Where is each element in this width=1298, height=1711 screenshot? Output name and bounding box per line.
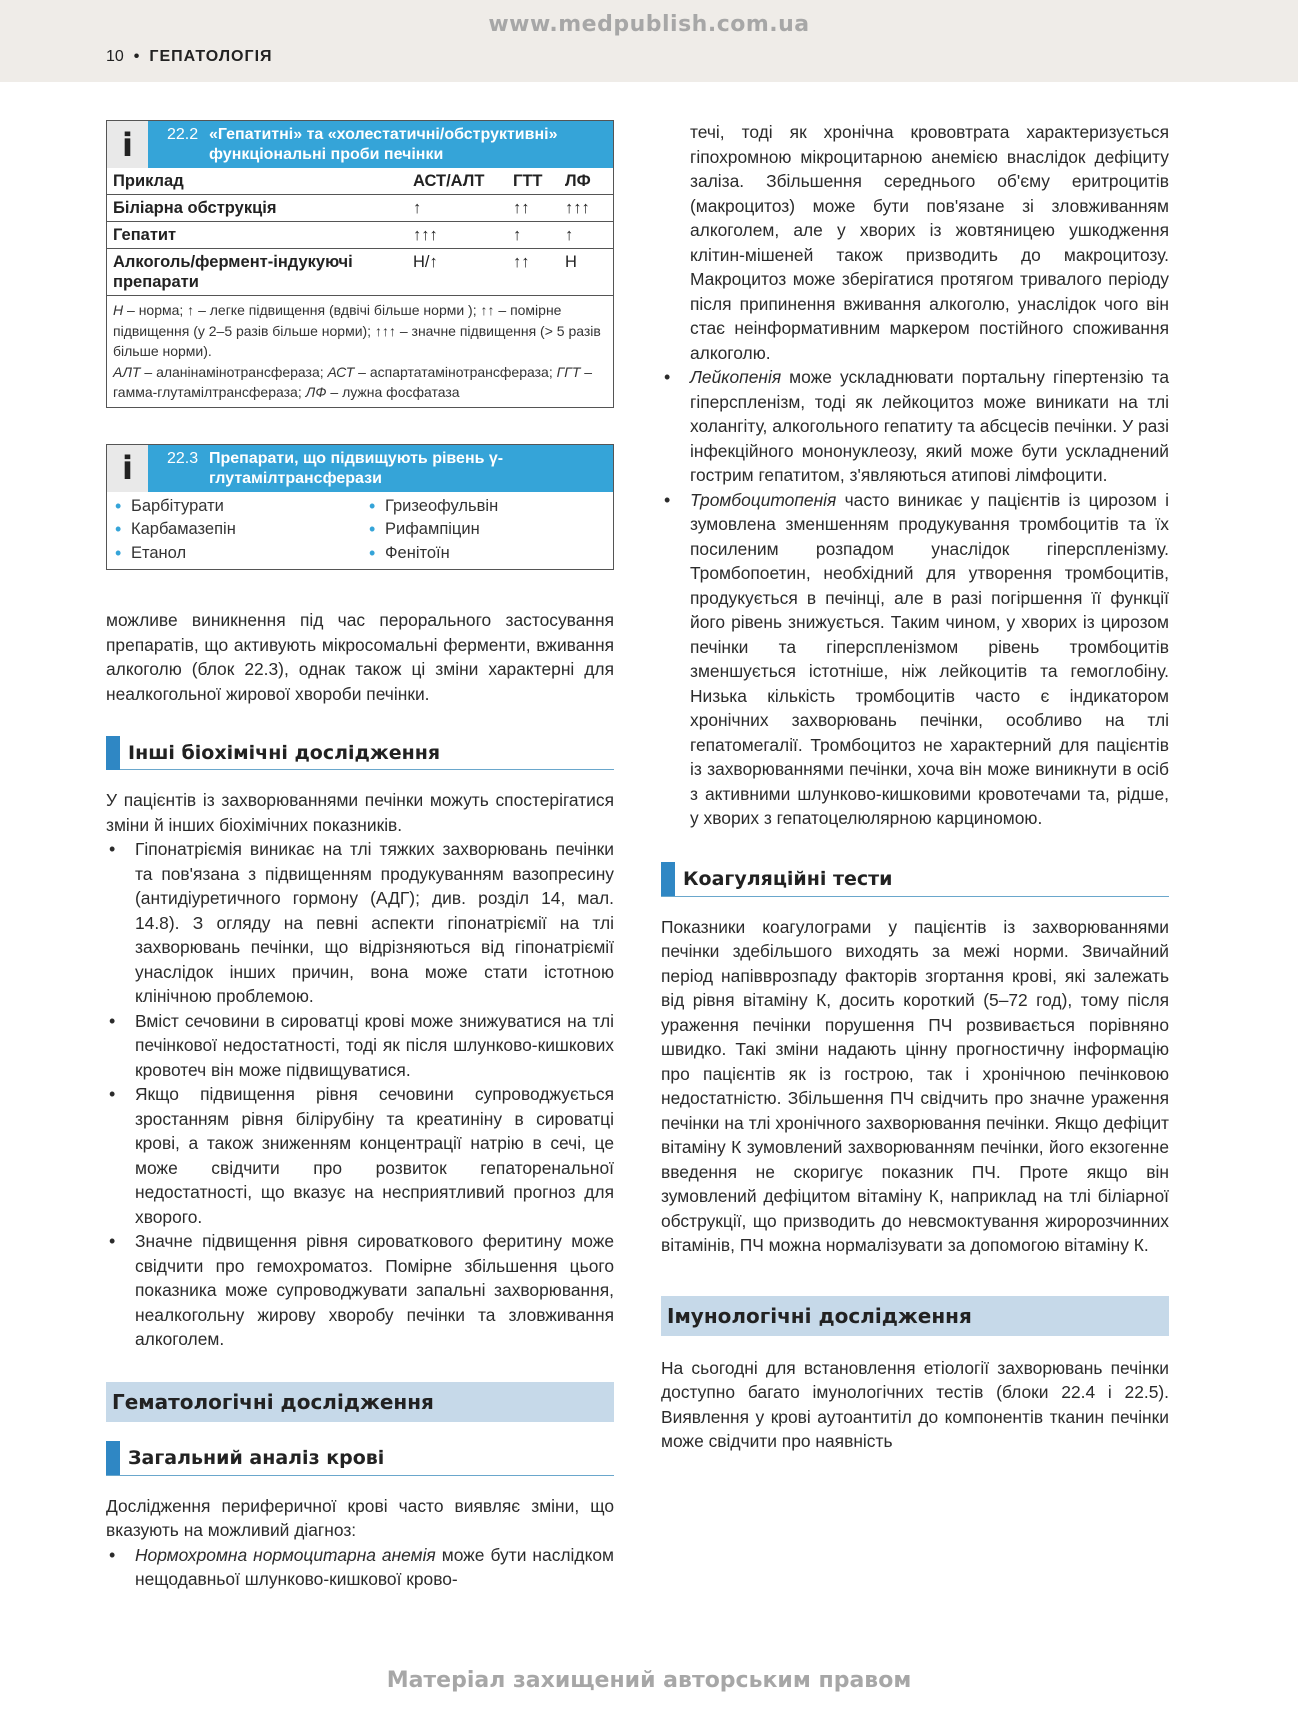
- heading-text: Гематологічні дослідження: [112, 1389, 434, 1414]
- list-item: • Гризеофульвін: [367, 495, 621, 519]
- cell-value: Н: [565, 253, 577, 271]
- legend-line-2: АЛТ – аланінамінотрансфераза; АСТ – аспартатамінотрансфераза; ГГТ – гамма-глутамілтрансфераза; ЛФ – лужна фосфатаза: [113, 363, 593, 400]
- box-title-text: Препарати, що підвищують рівень γ-глутамілтрансферази: [209, 449, 504, 487]
- list-item: • Тромбоцитопенія часто виникає у пацієнтів із цирозом і зумовлена зменшенням продукування тромбоцитів та їх посиленим розпадом унаслідок гіперспленізму. Тромбопоетин, необхідний для утворення тромбоцитів, продукується в печінці, але в разі погіршення її функції його рівень знижується. Таким чином, у хворих із цирозом печінки та гіперспленізмом рівень тромбоцитів зменшується істотніше, ніж лейкоцитів та гемоглобіну. Низька кількість тромбоцитів часто є індикатором хронічних захворювань печінки, особливо на тлі гепатомегалії. Тромбоцитоз не характерний для пацієнтів із захворюваннями печінки, хоча він може виникнути в осіб з активними шлунково-кишковими кровотечами та, рідше, у хворих з гепатоцелюлярною карциномою.: [661, 488, 1169, 831]
- cell-value: ↑↑↑: [413, 226, 438, 244]
- heading-bar: [106, 1441, 120, 1475]
- row-label: Гепатит: [113, 226, 177, 244]
- list-item: • Гіпонатріємія виникає на тлі тяжких захворювань печінки та пов'язана з підвищенням продукуванням вазопресину (антидіуретичного гормону (АДГ); див. розділ 14, мал. 14.8). З огляду на певні аспекти гіпонатріємії на тлі захворювань печінки, що відрізняються від гіпонатріємії унаслідок інших причин, вона може стати істотною клінічною проблемою.: [106, 837, 614, 1009]
- running-header: [106, 48, 273, 66]
- info-box-title: [149, 445, 613, 492]
- page-number: 10: [106, 48, 124, 65]
- heading-bar: [661, 862, 675, 896]
- list-item: • Рифампіцин: [367, 518, 621, 542]
- row-label: Алкоголь/фермент-індукуючі препарати: [113, 253, 353, 291]
- paragraph: можливе виникнення під час перорального застосування препаратів, що активують мікросомальні ферменти, вживання алкоголю (блок 22.3), однак також ці зміни характерні для неалкогольної жирової хвороби печінки.: [106, 610, 614, 704]
- list-item: • Вміст сечовини в сироватці крові може знижуватися на тлі печінкової недостатності, тоді як після шлунково-кишкових кровотеч він може підвищуватися.: [106, 1009, 614, 1083]
- heading-text: Імунологічні дослідження: [667, 1303, 972, 1328]
- table-legend: [107, 296, 613, 407]
- cell-value: ↑↑: [513, 199, 530, 217]
- info-box-header: [107, 445, 613, 492]
- legend-line-1: Н – норма; ↑ – легке підвищення (вдвічі більше норми ); ↑↑ – помірне підвищення (у 2–5 разів більше норми); ↑↑↑ – значне підвищення (> 5 разів більше норми).: [113, 302, 601, 359]
- right-column: [661, 120, 1169, 1454]
- list-item: • Барбітурати: [113, 495, 367, 519]
- cell-value: ↑: [513, 226, 522, 244]
- watermark-url: www.medpublish.com.ua: [488, 12, 810, 37]
- section-title: ГЕПАТОЛОГІЯ: [149, 48, 273, 65]
- cell-value: ↑↑↑: [565, 199, 590, 217]
- cell-value: ↑: [413, 199, 422, 217]
- info-icon: i: [107, 445, 149, 492]
- paragraph: На сьогодні для встановлення етіології захворювань печінки доступно багато імунологічних тестів (блоки 22.4 і 22.5). Виявлення у крові аутоантитіл до компонентів тканин печінки може свідчити про наявність: [661, 1357, 1169, 1451]
- watermark-copyright: Матеріал захищений авторським правом: [386, 1668, 912, 1693]
- heading-bar: [106, 736, 120, 770]
- info-box-header: [107, 121, 613, 168]
- section-heading-immunology: [661, 1296, 1169, 1336]
- cell-value: ↑: [565, 226, 574, 244]
- left-column: [106, 120, 614, 1592]
- table-row: [107, 195, 613, 222]
- info-box-22-3: [106, 444, 614, 571]
- col-header: ГТТ: [513, 172, 543, 190]
- section-heading-hematology: [106, 1382, 614, 1422]
- section-heading-cbc: [106, 1442, 614, 1476]
- list-item: • Лейкопенія може ускладнювати портальну гіпертензію та гіперспленізм, тоді як лейкоцитоз може виникати на тлі холангіту, алкогольного гепатиту та абсцесів печінки. У разі інфекційного мононуклеозу, який може бути ускладнений гострим гепатитом, з'являються атипові лімфоцити.: [661, 365, 1169, 488]
- section-heading-other-biochem: [106, 736, 614, 770]
- list-item: • Етанол: [113, 542, 367, 566]
- heading-text: Загальний аналіз крові: [128, 1447, 385, 1469]
- col-header: Приклад: [113, 172, 184, 190]
- table-row: [107, 249, 613, 296]
- list-item: • Значне підвищення рівня сироваткового феритину може свідчити про гемохроматоз. Помірне збільшення цього показника може супроводжувати запальні захворювання, неалкогольну жирову хворобу печінки та зловживання алкоголем.: [106, 1229, 614, 1352]
- paragraph: Показники коагулограми у пацієнтів із захворюваннями печінки здебільшого виходять за межі норми. Звичайний період напівврозпаду факторів згортання крові, які залежать від рівня вітаміну К, досить короткий (5–72 год), тому після ураження печінки порушення ПЧ розвивається порівняно швидко. Такі зміни надають цінну прогностичну інформацію про пацієнтів як із гострою, так і хронічною печінковою недостатністю. Збільшення ПЧ свідчить про значне ураження печінки на тлі хронічного захворювання печінки. Якщо дефіцит вітаміну К зумовлений захворюванням печінки, його екзогенне введення не скоригує показник ПЧ. Проте якщо він зумовлений дефіцитом вітаміну К, наприклад на тлі біліарної обструкції, що призводить до невсмоктування жиророзчинних вітамінів, ПЧ можна нормалізувати за допомогою вітаміну К.: [661, 916, 1169, 1255]
- table-row: [107, 222, 613, 249]
- heading-text: Інші біохімічні дослідження: [128, 741, 441, 764]
- info-icon: i: [107, 121, 149, 168]
- table-header-row: [107, 168, 613, 195]
- drug-list: [107, 492, 613, 570]
- cell-value: ↑↑: [513, 253, 530, 271]
- list-item: • Нормохромна нормоцитарна анемія може бути наслідком нещодавньої шлунково-кишкової крово-: [106, 1543, 614, 1592]
- paragraph: У пацієнтів із захворюваннями печінки можуть спостерігатися зміни й інших біохімічних показників.: [106, 790, 614, 835]
- heading-text: Коагуляційні тести: [683, 868, 893, 890]
- header-bullet: •: [133, 48, 140, 65]
- info-box-22-2: [106, 120, 614, 408]
- info-box-title: [149, 121, 613, 168]
- paragraph: течі, тоді як хронічна крововтрата характеризується гіпохромною мікроцитарною анемією внаслідок дефіциту заліза. Збільшення середнього об'єму еритроцитів (макроцитоз) може бути пов'язане зі зловживанням алкоголем, але у хворих із жовтяницею ушкодження клітин-мішеней також призводить до макроцитозу. Макроцитоз може зберігатися протягом тривалого періоду після припинення вживання алкоголю, унаслідок чого він стає неінформативним маркером постійного споживання алкоголю.: [690, 122, 1169, 363]
- box-number: 22.2: [167, 126, 199, 143]
- col-header: ЛФ: [565, 172, 591, 190]
- list-item: • Якщо підвищення рівня сечовини супроводжується зростанням рівня білірубіну та креатиніну в сироватці крові, а також зниженням концентрації натрію в сечі, це може свідчити про розвиток гепаторенальної недостатності, що вказує на несприятливий прогноз для хворого.: [106, 1082, 614, 1229]
- row-label: Біліарна обструкція: [113, 199, 277, 217]
- lft-table: [107, 168, 613, 296]
- list-item: • Карбамазепін: [113, 518, 367, 542]
- paragraph: Дослідження периферичної крові часто виявляє зміни, що вказують на можливий діагноз:: [106, 1495, 614, 1540]
- list-item: • Фенітоїн: [367, 542, 621, 566]
- section-heading-coag: [661, 863, 1169, 897]
- cell-value: Н/↑: [413, 253, 438, 271]
- box-number: 22.3: [167, 449, 199, 467]
- box-title-text: «Гепатитні» та «холестатичні/обструктивні» функціональні проби печінки: [209, 126, 558, 163]
- col-header: АСТ/АЛТ: [413, 172, 485, 190]
